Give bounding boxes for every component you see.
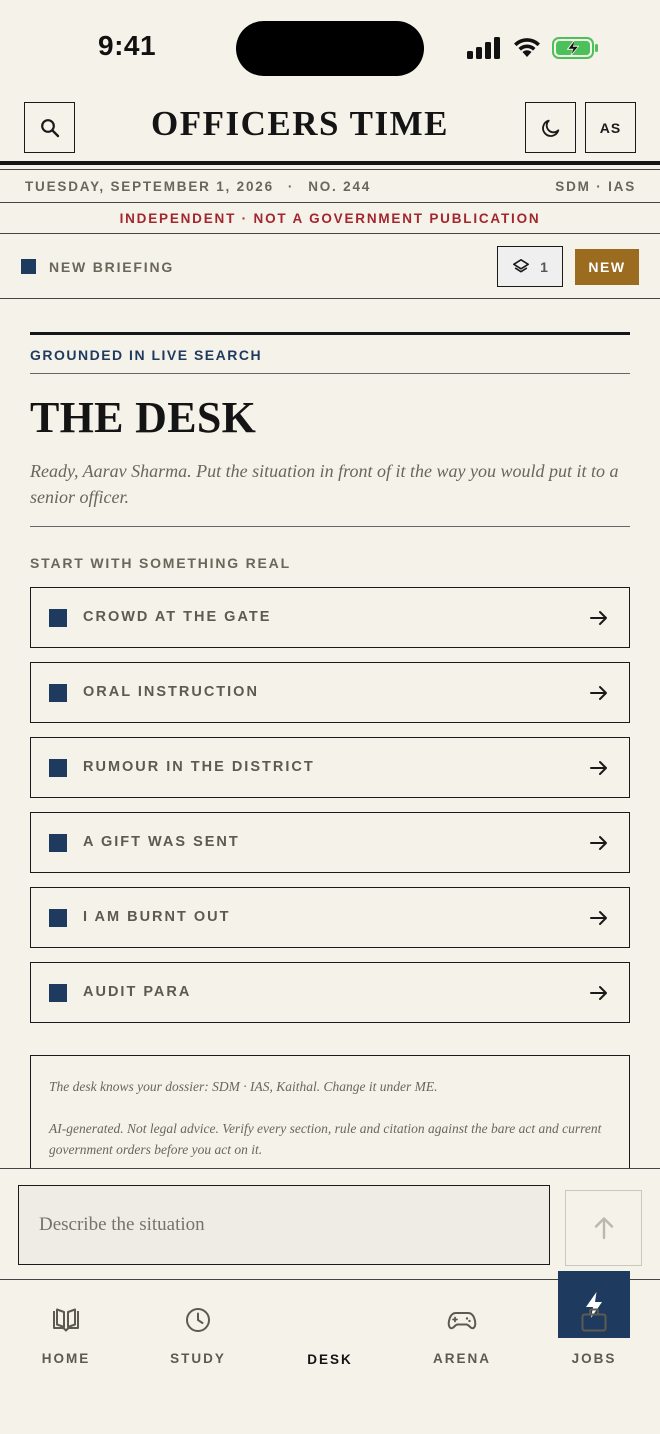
search-button[interactable] (24, 102, 75, 153)
tab-label: STUDY (170, 1351, 226, 1366)
book-icon (51, 1307, 81, 1333)
prompt-item[interactable] (30, 962, 630, 1023)
tab-bar (0, 1281, 660, 1434)
prompt-marker (49, 684, 67, 702)
divider (30, 373, 630, 374)
role-label: SDM · IAS (555, 179, 636, 194)
issue-number: NO. 244 (308, 179, 372, 194)
composer (0, 1168, 660, 1280)
arrow-right-icon (589, 983, 609, 1003)
clock-icon (184, 1306, 212, 1334)
situation-input[interactable] (18, 1185, 550, 1265)
desk-notes (30, 1055, 630, 1185)
prompt-item[interactable] (30, 887, 630, 948)
page-title: THE DESK (30, 393, 257, 442)
prompts-heading: START WITH SOMETHING REAL (30, 555, 291, 571)
prompt-label: A GIFT WAS SENT (83, 834, 240, 850)
divider (30, 526, 630, 527)
arrow-right-icon (589, 833, 609, 853)
prompt-list (30, 587, 630, 1037)
layers-count: 1 (540, 258, 548, 275)
arrow-right-icon (589, 908, 609, 928)
tab-jobs[interactable] (528, 1281, 660, 1381)
briefing-label: NEW BRIEFING (49, 259, 175, 275)
prompt-label: ORAL INSTRUCTION (83, 684, 259, 700)
tab-desk[interactable] (264, 1281, 396, 1381)
new-briefing-button[interactable]: NEW (575, 249, 639, 285)
prompt-marker (49, 759, 67, 777)
tab-label: JOBS (571, 1351, 617, 1366)
prompt-item[interactable] (30, 587, 630, 648)
prompt-marker (49, 909, 67, 927)
status-bar (0, 0, 660, 96)
prompt-label: I AM BURNT OUT (83, 909, 231, 925)
prompt-item[interactable] (30, 812, 630, 873)
dossier-note: The desk knows your dossier: SDM · IAS, Kaithal. Change it under ME. (49, 1079, 438, 1094)
masthead-title: OFFICERS TIME (151, 104, 449, 143)
cellular-signal-icon (466, 37, 502, 59)
dynamic-island (236, 21, 424, 76)
prompt-item[interactable] (30, 662, 630, 723)
briefing-marker (21, 259, 36, 274)
prompt-label: CROWD AT THE GATE (83, 609, 272, 625)
arrow-up-icon (591, 1215, 617, 1241)
prompt-item[interactable] (30, 737, 630, 798)
status-time: 9:41 (98, 30, 157, 61)
masthead-rule (0, 161, 660, 165)
theme-toggle-button[interactable] (525, 102, 576, 153)
tab-label: HOME (41, 1351, 91, 1366)
section-kicker: GROUNDED IN LIVE SEARCH (30, 347, 263, 363)
disclaimer-banner: INDEPENDENT · NOT A GOVERNMENT PUBLICATION (119, 211, 541, 226)
prompt-label: RUMOUR IN THE DISTRICT (83, 759, 315, 775)
moon-icon (540, 117, 562, 139)
dateline (0, 170, 660, 202)
layers-button[interactable] (497, 246, 563, 287)
arrow-right-icon (589, 608, 609, 628)
tab-home[interactable] (0, 1281, 132, 1381)
issue-date: TUESDAY, SEPTEMBER 1, 2026 (25, 179, 274, 194)
dateline-separator: · (287, 179, 295, 194)
page-subtitle: Ready, Aarav Sharma. Put the situation in front of it the way you would put it to a senior officer. (30, 461, 619, 507)
search-icon (40, 118, 60, 138)
section-rule (30, 332, 630, 335)
tab-label: DESK (307, 1352, 353, 1367)
prompt-marker (49, 834, 67, 852)
arrow-right-icon (589, 683, 609, 703)
desk-content (30, 332, 630, 571)
prompt-marker (49, 609, 67, 627)
masthead (0, 96, 660, 162)
tab-label: ARENA (432, 1351, 491, 1366)
prompt-label: AUDIT PARA (83, 984, 192, 1000)
wifi-icon (512, 37, 542, 59)
prompt-marker (49, 984, 67, 1002)
briefing-bar (0, 234, 660, 298)
gamepad-icon (447, 1308, 477, 1332)
send-button[interactable] (565, 1190, 642, 1266)
layers-icon (512, 258, 530, 276)
tab-arena[interactable] (396, 1281, 528, 1381)
status-icons (466, 34, 600, 62)
tab-study[interactable] (132, 1281, 264, 1381)
legal-disclaimer: AI-generated. Not legal advice. Verify every section, rule and citation against the bare act and current government orders before you act on it. (49, 1121, 602, 1157)
avatar-button[interactable]: AS (585, 102, 636, 153)
arrow-right-icon (589, 758, 609, 778)
briefcase-icon (580, 1307, 608, 1333)
battery-charging-icon (552, 36, 600, 60)
divider (0, 298, 660, 299)
